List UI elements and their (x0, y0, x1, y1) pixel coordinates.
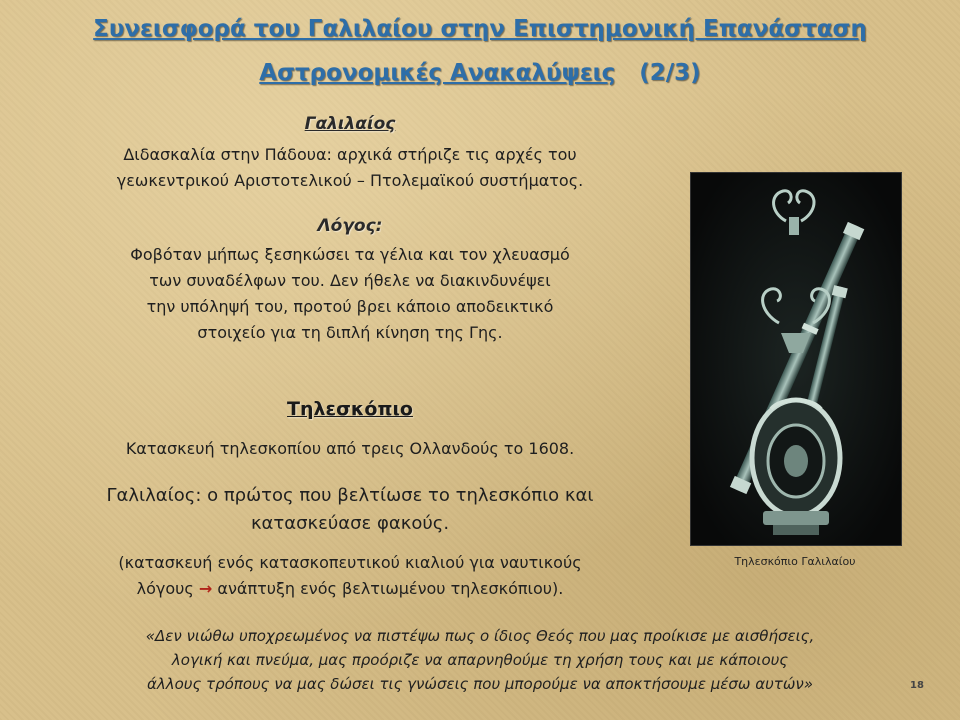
telescope-photo (690, 172, 902, 546)
slide-subtitle (0, 60, 960, 86)
telescope-note: (κατασκευή ενός κατασκοπευτικού κιαλιού για ναυτικούς λόγους → ανάπτυξη ενός βελτιωμένου τηλεσκόπιου). (118, 553, 582, 598)
telescope-history: Κατασκευή τηλεσκοπίου από τρεις Ολλανδούς το 1608. (125, 439, 575, 458)
arrow-icon: → (198, 579, 213, 598)
slide-title: Συνεισφορά του Γαλιλαίου στην Επιστημονική Επανάσταση (93, 16, 867, 42)
reason-text: Φοβόταν μήπως ξεσηκώσει τα γέλια και τον χλευασμό των συναδέλφων του. Δεν ήθελε να διακινδυνέψει την υπόληψή του, προτού βρει κάποιο αποδεικτικό στοιχείο για τη διπλή κίνηση της Γης. (130, 245, 570, 342)
subtitle-part: (2/3) (639, 60, 701, 86)
photo-caption: Τηλεσκόπιο Γαλιλαίου (734, 555, 856, 568)
galileo-heading: Γαλιλαίος (304, 114, 396, 134)
telescope-heading: Τηλεσκόπιο (287, 398, 413, 420)
galileo-text: Διδασκαλία στην Πάδουα: αρχικά στήριζε τις αρχές του γεωκεντρικού Αριστοτελικού – Πτολεμαϊκού συστήματος. (116, 145, 584, 190)
page-number: 18 (910, 680, 924, 691)
telescope-illustration (691, 173, 901, 545)
telescope-improvement: Γαλιλαίος: ο πρώτος που βελτίωσε το τηλεσκόπιο και κατασκεύασε φακούς. (106, 485, 594, 534)
subtitle-main: Αστρονομικές Ανακαλύψεις (259, 60, 616, 86)
galileo-quote: «Δεν νιώθω υποχρεωμένος να πιστέψω πως ο ίδιος Θεός που μας προίκισε με αισθήσεις, λογική και πνεύμα, μας προόριζε να απαρνηθούμε τη χρήση τους και με κάποιους άλλους τρόπους να μας δώσει τις γνώσεις που μπορούμε να αποκτήσουμε μέσω αυτών» (145, 627, 815, 693)
reason-heading: Λόγος: (317, 216, 383, 236)
